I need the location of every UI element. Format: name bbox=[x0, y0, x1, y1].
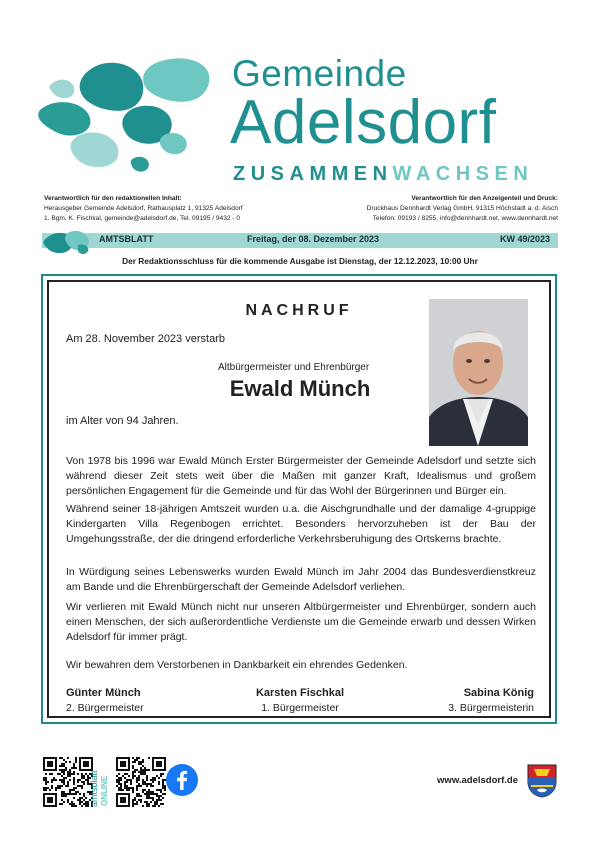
online-label-bottom: ONLINE bbox=[100, 775, 109, 806]
obituary-paragraph: Wir bewahren dem Verstorbenen in Dankbarkeit ein ehrendes Gedenken. bbox=[66, 659, 408, 671]
imprint-editorial bbox=[44, 194, 284, 224]
imprint-left-line2: 1. Bgm. K. Fischkal, gemeinde@adelsdorf.de, Tel. 09195 / 9432 - 0 bbox=[44, 215, 241, 222]
signatory-name: Karsten Fischkal bbox=[255, 687, 345, 699]
qr-code-icon[interactable] bbox=[116, 757, 166, 807]
bar-date: Freitag, der 08. Dezember 2023 bbox=[247, 234, 380, 244]
portrait-photo bbox=[429, 299, 528, 446]
deadline-notice: Der Redaktionsschluss für die kommende Ausgabe ist Dienstag, der 12.12.2023, 10:00 Uhr bbox=[122, 256, 478, 266]
imprint-right-heading: Verantwortlich für den Anzeigenteil und Druck: bbox=[411, 195, 558, 202]
signatory-name: Günter Münch bbox=[66, 687, 141, 699]
title-gemeinde: Gemeinde bbox=[232, 53, 407, 94]
signatory-name: Sabina König bbox=[463, 687, 534, 699]
portrait-illustration bbox=[429, 299, 528, 446]
website-link[interactable]: www.adelsdorf.de bbox=[437, 775, 518, 786]
obituary-intro: Am 28. November 2023 verstarb bbox=[66, 333, 225, 345]
title-adelsdorf: Adelsdorf bbox=[230, 88, 497, 157]
qr-code-pattern bbox=[43, 757, 93, 807]
coat-of-arms-icon bbox=[527, 764, 557, 798]
imprint-left-heading: Verantwortlich für den redaktionellen Inhalt: bbox=[44, 195, 182, 202]
online-label-top: amtsblatt bbox=[89, 770, 99, 807]
obituary-paragraph: Von 1978 bis 1996 war Ewald Münch Erster Bürgermeister der Gemeinde Adelsdorf und setzte sich während dieser Zeit stets weit über die Maßen mit ganzer Kraft, Idealismus und großem persönlichen Engagement für die Gemeinde und für das Wohl der Bürgerinnen und Bürger ein. bbox=[66, 455, 536, 497]
obituary-paragraph: Während seiner 18-jährigen Amtszeit wurden u.a. die Aischgrundhalle und der damalige 4-gruppige Kindergarten Villa Regenbogen errichtet. Besonders hervorzuheben ist der Bau der Umgehungsstraße, der die dringend erforderliche Verkehrsberuhigung des Ortskerns brachte. bbox=[66, 503, 536, 545]
imprint-right-line2: Telefon: 09193 / 8255, info@dennhardt.net, www.dennhardt.net bbox=[372, 215, 558, 222]
obituary-subtitle: Altbürgermeister und Ehrenbürger bbox=[218, 362, 370, 373]
obituary-age: im Alter von 94 Jahren. bbox=[66, 415, 179, 427]
obituary-heading: NACHRUF bbox=[245, 302, 353, 319]
signatory-role: 2. Bürgermeister bbox=[66, 702, 144, 714]
signatory-role: 3. Bürgermeisterin bbox=[448, 702, 534, 714]
logo-splash-icon bbox=[38, 52, 218, 172]
bar-label: AMTSBLATT bbox=[99, 234, 154, 244]
obituary-paragraph: In Würdigung seines Lebenswerks wurden Ewald Münch im Jahr 2004 das Bundesverdienstkreuz am Bande und die Ehrenbürgerschaft der Gemeinde Adelsdorf verliehen. bbox=[66, 566, 536, 593]
tagline-part2: WACHSEN bbox=[392, 163, 534, 185]
imprint-right-line1: Druckhaus Dennhardt Verlag GmbH, 91315 Höchstadt a. d. Aisch bbox=[366, 205, 558, 212]
qr-code-pattern bbox=[116, 757, 166, 807]
issue-bar bbox=[42, 229, 558, 251]
imprint-left-line1: Herausgeber Gemeinde Adelsdorf, Rathausplatz 1, 91325 Adelsdorf bbox=[44, 205, 243, 212]
tagline bbox=[233, 163, 533, 186]
deceased-name: Ewald Münch bbox=[229, 376, 371, 401]
obituary-paragraph: Wir verlieren mit Ewald Münch nicht nur unseren Altbürgermeister und Ehrenbürger, sondern auch einen Menschen, der sich außerordentliche Verdienste um die Gemeinde erwarb und dessen Wirken Adelsdorf für immer prägt. bbox=[66, 601, 536, 643]
tagline-part1: ZUSAMMEN bbox=[233, 163, 393, 185]
imprint-print bbox=[308, 194, 558, 224]
amtsblatt-online-label[interactable] bbox=[88, 760, 110, 808]
bar-splash-icon bbox=[42, 229, 96, 255]
facebook-icon[interactable] bbox=[166, 764, 198, 796]
bar-week: KW 49/2023 bbox=[499, 234, 550, 244]
signatory-role: 1. Bürgermeister bbox=[261, 702, 339, 714]
qr-code-icon[interactable] bbox=[43, 757, 93, 807]
